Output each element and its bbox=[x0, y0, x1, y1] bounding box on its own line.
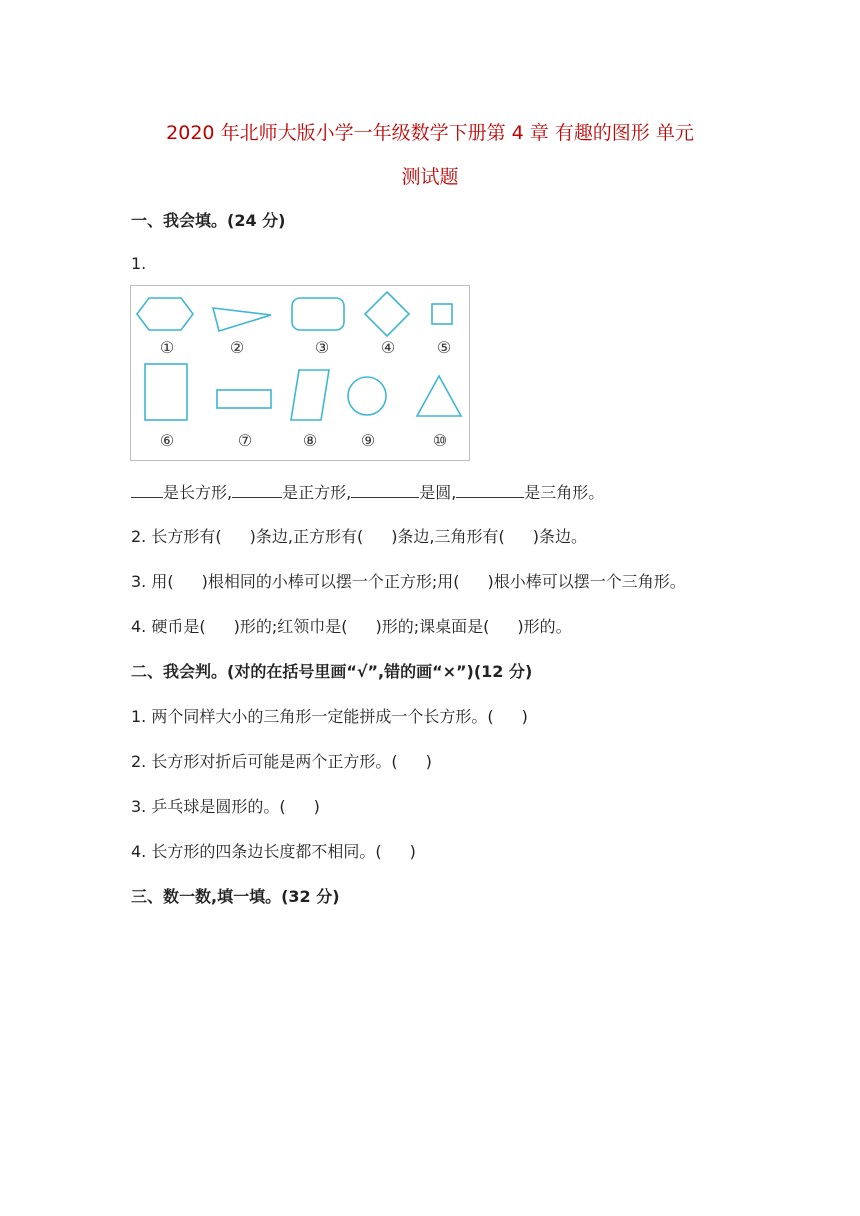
shapes-figure bbox=[130, 285, 470, 461]
document-title-line-1: 2020 年北师大版小学一年级数学下册第 4 章 有趣的图形 单元 bbox=[166, 122, 694, 144]
q2-text-d: )条边。 bbox=[532, 527, 588, 546]
answer-text-triangle: 是三角形。 bbox=[524, 483, 605, 502]
judge-item-3 bbox=[131, 794, 320, 817]
answer-blank-rectangle[interactable] bbox=[131, 483, 163, 498]
shape-4-diamond-square bbox=[365, 292, 409, 336]
section-2-heading: 二、我会判。(对的在括号里画“√”,错的画“×”)(12 分) bbox=[131, 662, 533, 681]
section-3-heading: 三、数一数,填一填。(32 分) bbox=[131, 887, 340, 906]
answer-text-rectangle: 是长方形, bbox=[163, 483, 233, 502]
q3-text-b: )根相同的小棒可以摆一个正方形;用( bbox=[201, 572, 460, 591]
shape-label-7: ⑦ bbox=[237, 431, 253, 450]
shape-label-2: ② bbox=[229, 338, 245, 357]
answer-text-square: 是正方形, bbox=[282, 483, 352, 502]
q3-text-c: )根小棒可以摆一个三角形。 bbox=[487, 572, 686, 591]
shapes-figure-svg bbox=[131, 286, 469, 460]
judge-item-1 bbox=[131, 704, 528, 727]
document-title-line-2: 测试题 bbox=[401, 166, 459, 188]
q2-text-b: )条边,正方形有( bbox=[249, 527, 364, 546]
shape-label-1: ① bbox=[159, 338, 175, 357]
question-2 bbox=[131, 524, 587, 547]
shape-2-triangle-obtuse bbox=[213, 308, 271, 331]
question-4 bbox=[131, 614, 572, 637]
shape-8-parallelogram bbox=[291, 370, 329, 420]
q4-text-b: )形的;红领巾是( bbox=[233, 617, 348, 636]
shape-label-9: ⑨ bbox=[360, 431, 376, 450]
q4-text-c: )形的;课桌面是( bbox=[375, 617, 490, 636]
judge-item-2 bbox=[131, 749, 432, 772]
judge-item-1-close: ) bbox=[521, 707, 528, 726]
judge-item-3-close: ) bbox=[313, 797, 320, 816]
question-3 bbox=[131, 569, 686, 592]
shape-label-8: ⑧ bbox=[302, 431, 318, 450]
shape-label-10: ⑩ bbox=[432, 431, 448, 450]
shape-6-rectangle-tall bbox=[145, 364, 187, 420]
judge-item-2-close: ) bbox=[425, 752, 432, 771]
section-1-heading: 一、我会填。(24 分) bbox=[131, 211, 286, 230]
judge-item-1-text: 1. 两个同样大小的三角形一定能拼成一个长方形。( bbox=[131, 707, 494, 726]
shape-10-triangle bbox=[417, 376, 461, 416]
shape-1-hexagon bbox=[137, 298, 193, 330]
judge-item-3-text: 3. 乒乓球是圆形的。( bbox=[131, 797, 286, 816]
q2-text-a: 2. 长方形有( bbox=[131, 527, 222, 546]
shape-3-rounded-rectangle bbox=[292, 298, 344, 330]
answer-blank-triangle[interactable] bbox=[456, 483, 524, 498]
answer-text-circle: 是圆, bbox=[419, 483, 457, 502]
shape-label-6: ⑥ bbox=[159, 431, 175, 450]
shape-9-circle bbox=[348, 377, 386, 415]
q4-text-d: )形的。 bbox=[517, 617, 572, 636]
judge-item-4-text: 4. 长方形的四条边长度都不相同。( bbox=[131, 842, 382, 861]
q3-text-a: 3. 用( bbox=[131, 572, 174, 591]
judge-item-4 bbox=[131, 839, 416, 862]
question-1-number: 1. bbox=[131, 254, 147, 273]
shape-7-rectangle-wide bbox=[217, 390, 271, 408]
judge-item-2-text: 2. 长方形对折后可能是两个正方形。( bbox=[131, 752, 398, 771]
q4-text-a: 4. 硬币是( bbox=[131, 617, 206, 636]
answer-blank-circle[interactable] bbox=[351, 483, 419, 498]
question-1-answer-line bbox=[131, 480, 604, 503]
shape-5-square bbox=[432, 304, 452, 324]
q2-text-c: )条边,三角形有( bbox=[391, 527, 505, 546]
shape-label-4: ④ bbox=[380, 338, 396, 357]
judge-item-4-close: ) bbox=[409, 842, 416, 861]
shape-label-3: ③ bbox=[314, 338, 330, 357]
answer-blank-square[interactable] bbox=[232, 483, 282, 498]
shape-label-5: ⑤ bbox=[436, 338, 452, 357]
